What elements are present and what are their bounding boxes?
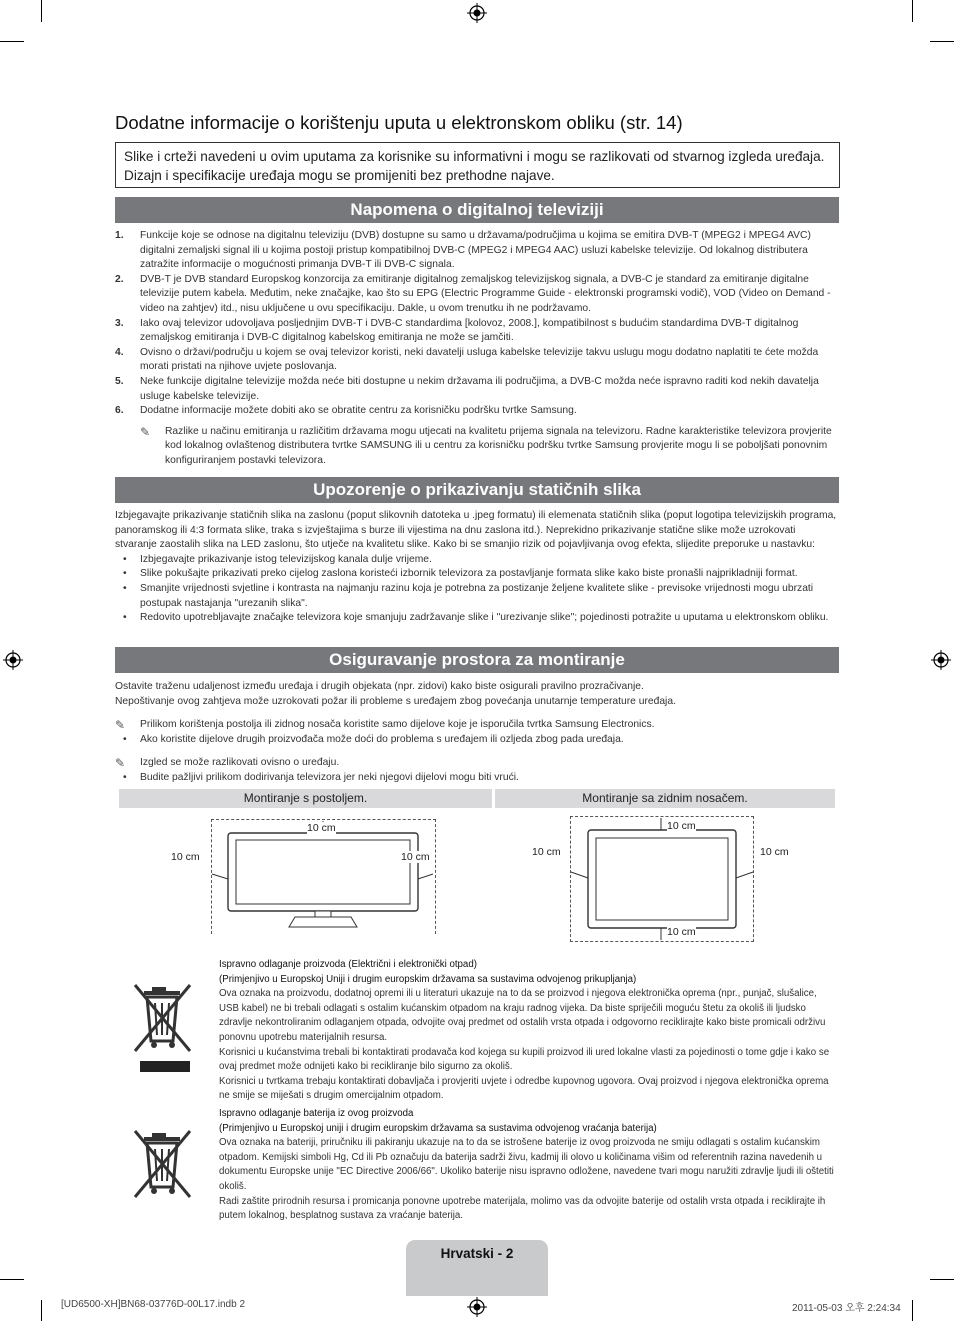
dimension-label: 10 cm bbox=[401, 851, 430, 863]
crop-mark bbox=[41, 0, 42, 22]
crossed-out-bin-icon bbox=[132, 981, 194, 1075]
mounting-paragraph: Nepoštivanje ovog zahtjeva može uzrokovati požar ili probleme s uređajem zbog povećanja unutarnje temperature uređaja. bbox=[115, 695, 676, 707]
tv-on-wall-illustration bbox=[570, 816, 754, 942]
dimension-label: 10 cm bbox=[171, 851, 200, 863]
list-item: • Smanjite vrijednosti svjetline i kontrasta na najmanju razinu koja je potrebna za postizanje željene kvalitete slike - previsoke vrijednosti mogu ubrzati postupak nastajanja "urezanih slika". bbox=[115, 582, 839, 611]
battery-title: Ispravno odlaganje baterija iz ovog proizvoda bbox=[219, 1108, 414, 1119]
list-item: 5. Neke funkcije digitalne televizije možda neće biti dostupne u nekim državama ili područjima, a DVB-C možda neće ispravno raditi kod nekih davatelja usluge kabelske televizije. bbox=[115, 375, 819, 402]
section-heading-still-image: Upozorenje o prikazivanju statičnih slika bbox=[115, 477, 839, 503]
dimension-label: 10 cm bbox=[532, 846, 561, 858]
registration-mark-icon bbox=[467, 1297, 487, 1317]
list-item: 4. Ovisno o državi/području u kojem se ovaj televizor koristi, neki davatelji usluga kabelske televizije takvu uslugu mogu dodatno naplatiti te ćete možda morati pristati na njihove uvjete poslovanja. bbox=[115, 346, 819, 373]
crossed-out-battery-bin-icon bbox=[132, 1127, 194, 1203]
print-slug-right: 2011-05-03 오후 2:24:34 bbox=[792, 1303, 901, 1314]
note: ✎ Prilikom korištenja postolja ili zidnog nosača koristite samo dijelove koje je isporučila tvrtka Samsung Electronics. bbox=[115, 718, 655, 733]
weee-paragraph: Ova oznaka na proizvodu, dodatnoj opremi ili u literaturi ukazuje na to da se proizvod i njegova elektronička oprema (npr., punjač, slušalice, USB kabel) ne bi trebali odlagati s ostalim kućanskim otpadom na kraju radnog vijeka. Da biste spriječili moguću štetu za okoliš ili ljudsko zdravlje nekontroliranim odlaganjem otpada, odvojite ovaj predmet od ostalih vrsta otpada i odgovorno reciklirajte kako biste promicali održivu ponovnu upotrebu materijalnih resursa. bbox=[219, 988, 826, 1043]
dimension-label: 10 cm bbox=[760, 846, 789, 858]
list-item: 1. Funkcije koje se odnose na digitalnu televiziju (DVB) dostupne su samo u državama/područjima u kojima se emitira DVB-T (MPEG2 i MPEG4 AVC) digitalni zemaljski signal ili u kojima postoji pristup kompatibilnoj DVB-C (MPEG2 i MPEG4 AAC) usluzi kabelske televizije. Od lokalnog distributera zatražite informacije o mogućnosti primanja DVB-T ili DVB-C signala. bbox=[115, 230, 811, 271]
page-number-label: Hrvatski - 2 bbox=[440, 1246, 514, 1261]
note: ✎ Razlike u načinu emitiranja u različitim državama mogu utjecati na kvalitetu prijema signala na televizoru. Radne karakteristike televizora provjerite kod lokalnog ovlaštenog distributera tvrtke SAMSUNG ili u centru za korisničku podršku tvrtke Samsung provjerite mogu li se poboljšati ponovnim konfiguriranjem postavki televizora. bbox=[140, 424, 832, 466]
crop-mark bbox=[912, 0, 913, 22]
caption-stand-mounting: Montiranje s postoljem. bbox=[119, 789, 492, 808]
section-heading-digital-tv: Napomena o digitalnoj televiziji bbox=[115, 197, 839, 223]
list-item: • Budite pažljivi prilikom dodirivanja televizora jer neki njegovi dijelovi mogu biti vrući. bbox=[115, 771, 839, 786]
pencil-note-icon: ✎ bbox=[115, 756, 126, 771]
registration-mark-icon bbox=[3, 650, 23, 670]
tv-on-stand-illustration bbox=[211, 819, 435, 935]
mounting-body bbox=[115, 680, 839, 786]
crop-mark bbox=[912, 1300, 913, 1321]
battery-text bbox=[219, 1107, 839, 1224]
notice-box: Slike i crteži navedeni u ovim uputama za korisnike su informativni i mogu se razlikovati od stvarnog izgleda uređaja. Dizajn i specifikacije uređaja mogu se promijeniti bez prethodne najave. bbox=[115, 142, 840, 188]
pencil-note-icon: ✎ bbox=[115, 718, 126, 733]
crop-mark bbox=[41, 1300, 42, 1321]
list-item: 3. Iako ovaj televizor udovoljava posljednjim DVB-T i DVB-C standardima [kolovoz, 2008.], kompatibilnost s budućim standardima DVB-T digitalnog zemaljskog emitiranja i DVB-C digitalnog kabelskog emitiranja ne može se jamčiti. bbox=[115, 317, 799, 344]
still-image-body bbox=[115, 509, 839, 626]
dimension-label: 10 cm bbox=[667, 820, 696, 832]
battery-subtitle: (Primjenjivo u Europskoj uniji i drugim europskim državama sa sustavima odvojenog vraćanja baterija) bbox=[219, 1122, 657, 1134]
weee-paragraph: Korisnici u tvrtkama trebaju kontaktirati dobavljača i provjeriti uvjete i odredbe kupovnog ugovora. Ovaj proizvod i njegova elektronička oprema ne smije se miješati s drugim omercijalnim otpadom. bbox=[219, 1075, 829, 1102]
list-item: 6. Dodatne informacije možete dobiti ako se obratite centru za korisničku podršku tvrtke Samsung. bbox=[115, 405, 577, 417]
list-item: • Slike pokušajte prikazivati preko cijelog zaslona koristeći izbornik televizora za postavljanje formata slike kako biste pronašli najprikladniji format. bbox=[115, 567, 839, 582]
crop-mark bbox=[0, 1279, 24, 1280]
crop-mark bbox=[930, 41, 954, 42]
battery-paragraph: Radi zaštite prirodnih resursa i promicanja ponovne upotrebe materijala, molimo vas da odvojite baterije od ostalih vrsta otpada i reciklirajte ih putem lokalnog, besplatnog sustava za vraćanje baterija. bbox=[219, 1195, 826, 1222]
crop-mark bbox=[0, 41, 24, 42]
weee-paragraph: Korisnici u kućanstvima trebali bi kontaktirati prodavača kod kojega su kupili proizvod ili ured lokalne vlasti za pojedinosti o tome gdje i kako se ovaj predmet može odnijeti kako bi recikliranje bilo sigurno za okoliš. bbox=[219, 1046, 830, 1073]
dimension-label: 10 cm bbox=[667, 926, 696, 938]
mounting-paragraph: Ostavite traženu udaljenost između uređaja i drugih objekata (npr. zidovi) kako biste osigurali pravilno prozračivanje. bbox=[115, 681, 644, 692]
crop-mark bbox=[930, 1279, 954, 1280]
pencil-note-icon: ✎ bbox=[140, 424, 151, 439]
list-item: • Redovito upotrebljavajte značajke televizora koje smanjuju zadržavanje slike i "urezivanje slike"; pojedinosti potražite u uputama u elektronskom obliku. bbox=[115, 611, 839, 626]
section-heading-mounting: Osiguravanje prostora za montiranje bbox=[115, 647, 839, 673]
caption-wall-mounting: Montiranje sa zidnim nosačem. bbox=[495, 789, 835, 808]
weee-subtitle: (Primjenjivo u Europskoj Uniji i drugim europskim državama sa sustavima odvojenog prikupljanja) bbox=[219, 973, 637, 985]
note: ✎ Izgled se može razlikovati ovisno o uređaju. bbox=[115, 756, 340, 771]
list-item: 2. DVB-T je DVB standard Europskog konzorcija za emitiranje digitalnog zemaljskog televizijskog signala, a DVB-C je standard za emitiranje digitalne televizije putem kabela. Međutim, neke značajke, kao što su EPG (Electric Programme Guide - elektronski programski vodič), VOD (Video on Demand - video na zahtjev) itd., nisu uključene u ovu specifikaciju. Dakle, u ovom trenutku ih ne podržavamo. bbox=[115, 273, 831, 314]
list-item: • Ako koristite dijelove drugih proizvođača može doći do problema s uređajem ili ozljeda zbog pada uređaja. bbox=[115, 733, 839, 748]
weee-title: Ispravno odlaganje proizvoda (Električni i elektronički otpad) bbox=[219, 959, 477, 970]
still-image-intro: Izbjegavajte prikazivanje statičnih slika na zaslonu (poput slikovnih datoteka u .jpeg formatu) ili elemenata statičnih slika (poput logotipa televizijskih programa, panoramskog ili 4:3 formata slike, traka s izvještajima s burze ili vijestima na dnu zaslona itd.). Neprekidno prikazivanje statične slike može uzrokovati stvaranje zaostalih slika na LED zaslonu, što utječe na kvalitetu slike. Kako bi se smanjio rizik od pojavljivanja ovog efekta, slijedite preporuke u nastavku: bbox=[115, 510, 837, 551]
list-item: • Izbjegavajte prikazivanje istog televizijskog kanala dulje vrijeme. bbox=[115, 553, 839, 568]
registration-mark-icon bbox=[467, 3, 487, 23]
registration-mark-icon bbox=[931, 650, 951, 670]
battery-paragraph: Ova oznaka na bateriji, priručniku ili pakiranju ukazuje na to da se istrošene baterije iz ovog proizvoda ne smiju odlagati s ostalim kućanskim otpadom. Kemijski simboli Hg, Cd ili Pb označuju da baterija sadrži živu, kadmij ili olovo u količinama višim od referentnih razina navedenih u dokumentu Europske unije "EC Directive 2006/66". Ukoliko baterije nisu ispravno odložene, navedene tvari mogu naružiti zdravlje ljudi ili oštetiti okoliš. bbox=[219, 1137, 834, 1192]
weee-text bbox=[219, 958, 839, 1104]
digital-tv-list bbox=[115, 229, 839, 469]
dimension-label: 10 cm bbox=[307, 822, 336, 834]
page-title: Dodatne informacije o korištenju uputa u elektronskom obliku (str. 14) bbox=[115, 112, 683, 133]
print-slug-left: [UD6500-XH]BN68-03776D-00L17.indb 2 bbox=[61, 1299, 246, 1310]
